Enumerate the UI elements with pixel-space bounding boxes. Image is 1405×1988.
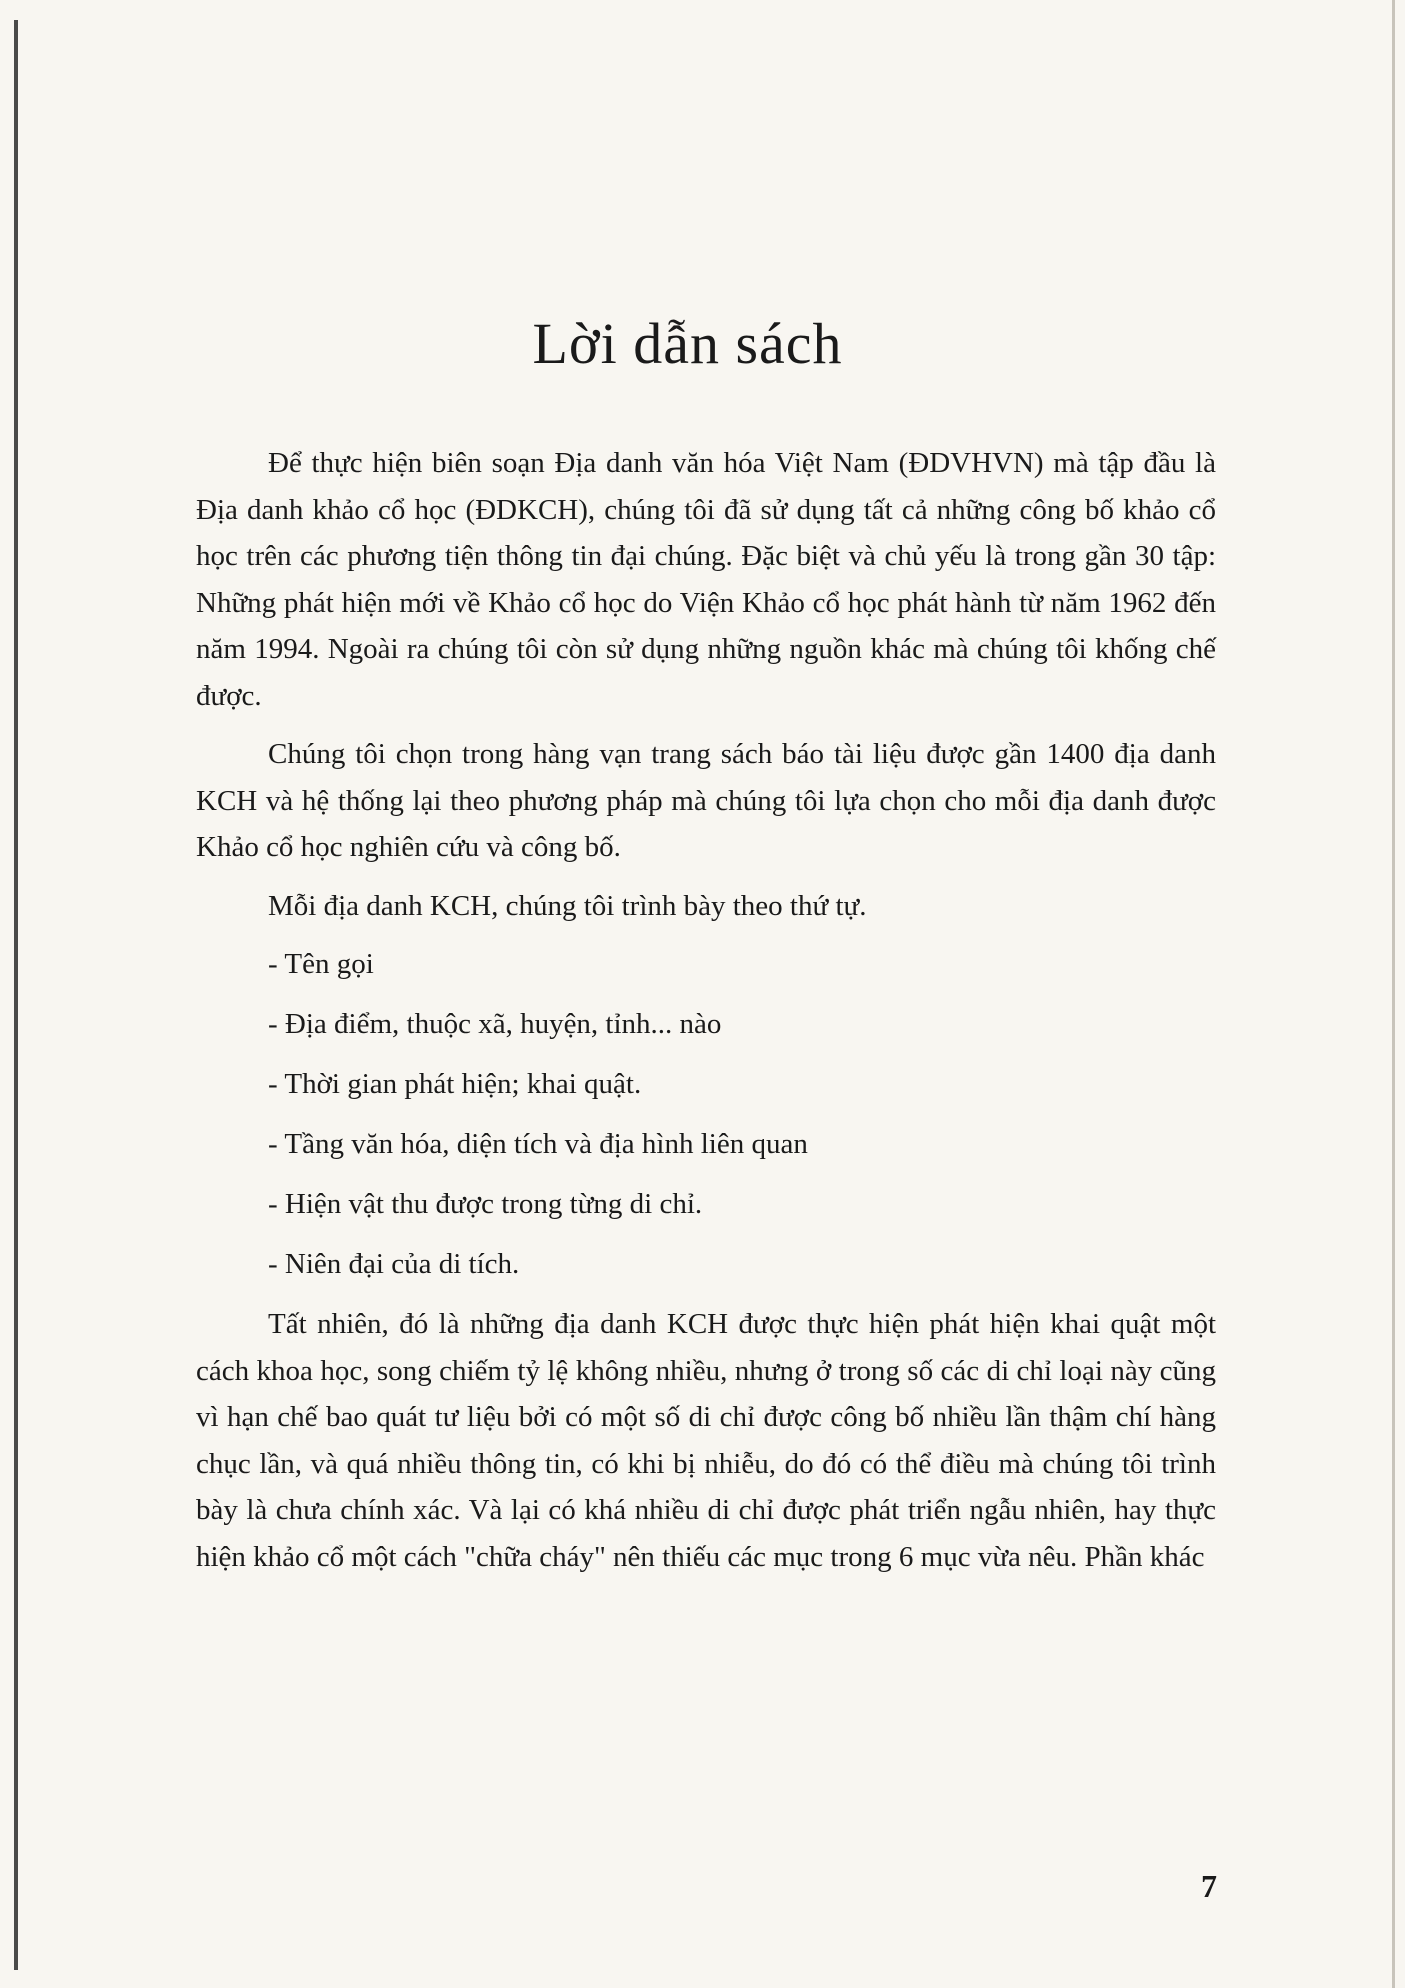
presentation-order-list bbox=[196, 941, 1216, 1287]
page-right-edge bbox=[1392, 0, 1395, 1988]
page-number: 7 bbox=[1201, 1868, 1217, 1904]
list-item: - Thời gian phát hiện; khai quật. bbox=[268, 1068, 642, 1100]
list-item: - Hiện vật thu được trong từng di chỉ. bbox=[268, 1188, 703, 1220]
list-item: - Tầng văn hóa, diện tích và địa hình liên quan bbox=[268, 1128, 808, 1160]
body-text bbox=[196, 440, 1216, 1592]
list-item: - Tên gọi bbox=[268, 948, 374, 980]
list-item: - Niên đại của di tích. bbox=[268, 1248, 520, 1280]
page-title: Lời dẫn sách bbox=[532, 311, 843, 376]
paragraph-limitations: Tất nhiên, đó là những địa danh KCH được thực hiện phát hiện khai quật một cách khoa học, song chiếm tỷ lệ không nhiều, nhưng ở trong số các di chỉ loại này cũng vì hạn chế bao quát tư liệu bởi có một số di chỉ được công bố nhiều lần thậm chí hàng chục lần, và quá nhiều thông tin, có khi bị nhiễu, do đó có thể điều mà chúng tôi trình bày là chưa chính xác. Và lại có khá nhiều di chỉ được phát triển ngẫu nhiên, hay thực hiện khảo cổ một cách "chữa cháy" nên thiếu các mục trong 6 mục vừa nêu. Phần khác bbox=[196, 1308, 1216, 1573]
paragraph-selection: Chúng tôi chọn trong hàng vạn trang sách báo tài liệu được gần 1400 địa danh KCH và hệ thống lại theo phương pháp mà chúng tôi lựa chọn cho mỗi địa danh được Khảo cổ học nghiên cứu và công bố. bbox=[196, 738, 1216, 863]
paragraph-intro: Để thực hiện biên soạn Địa danh văn hóa Việt Nam (ĐDVHVN) mà tập đầu là Địa danh khảo cổ học (ĐDKCH), chúng tôi đã sử dụng tất cả những công bố khảo cổ học trên các phương tiện thông tin đại chúng. Đặc biệt và chủ yếu là trong gần 30 tập: Những phát hiện mới về Khảo cổ học do Viện Khảo cổ học phát hành từ năm 1962 đến năm 1994. Ngoài ra chúng tôi còn sử dụng những nguồn khác mà chúng tôi khống chế được. bbox=[196, 447, 1216, 712]
list-item: - Địa điểm, thuộc xã, huyện, tỉnh... nào bbox=[268, 1008, 722, 1040]
paragraph-order: Mỗi địa danh KCH, chúng tôi trình bày theo thứ tự. bbox=[268, 889, 867, 922]
